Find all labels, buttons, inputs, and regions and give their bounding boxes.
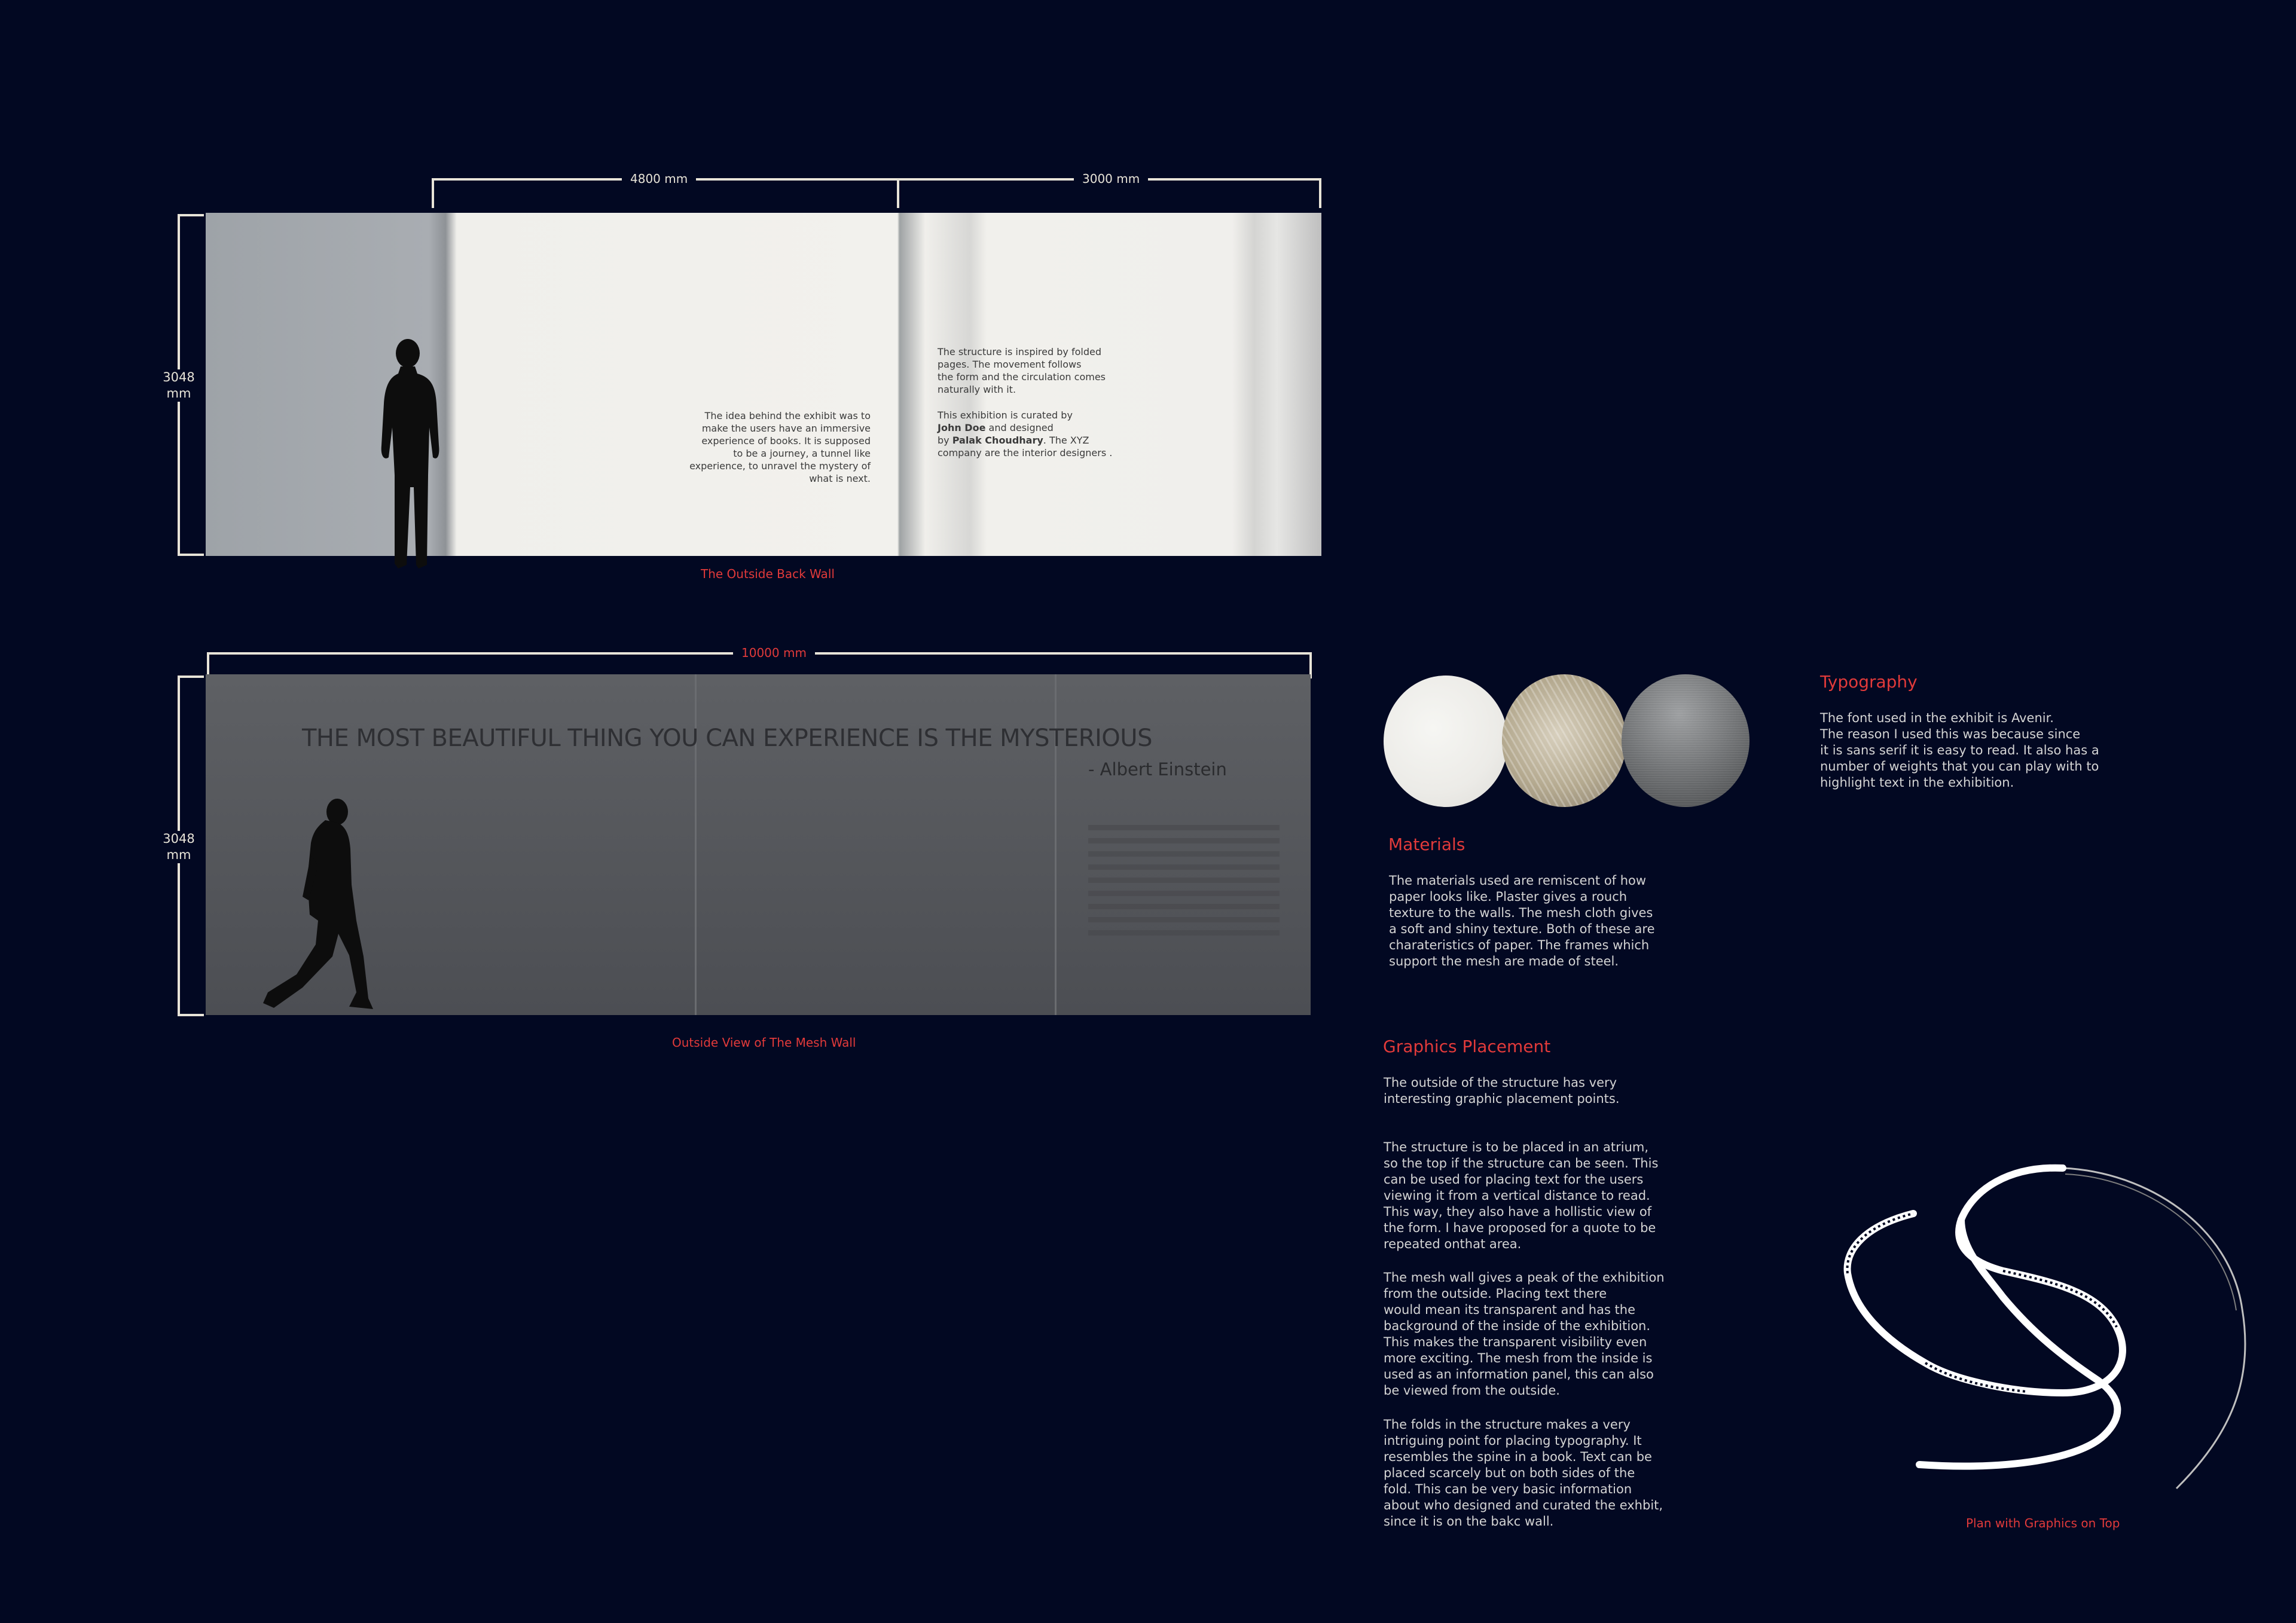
plan-folded-wall-path-lower [1919, 1219, 2117, 1466]
plan-folded-wall-path [1848, 1168, 2123, 1393]
plan-caption: Plan with Graphics on Top [1966, 1516, 2120, 1530]
graphics-intro: The outside of the structure has very interesting graphic placement points. [1384, 1075, 1620, 1106]
mesh-quote-attribution: - Albert Einstein [1088, 759, 1227, 780]
back-wall-text-right-1: The structure is inspired by folded pages. The movement follows the form and the circulation comes naturally with it. [938, 346, 1106, 395]
dim-tick [178, 214, 204, 216]
walking-person-silhouette [261, 795, 392, 1017]
materials-heading: Materials [1388, 835, 1465, 854]
plan-drawing [1812, 1154, 2260, 1494]
plan-mesh-wall-line [2063, 1168, 2245, 1488]
graphics-paragraph-1: The structure is to be placed in an atrium, so the top if the structure can be seen. This can be used for placing text for the users viewing it from a vertical distance to read. This way, they also have a hollistic view of the form. I have proposed for a quote to be repeated onthat area. [1384, 1140, 1659, 1251]
curator-name: John Doe [938, 422, 986, 433]
dim-tick [432, 178, 434, 208]
dim-label-10000: 10000 mm [733, 646, 815, 660]
dim-tick [178, 676, 204, 678]
materials-body: The materials used are remiscent of how paper looks like. Plaster gives a rouch texture to the walls. The mesh cloth gives a soft and shiny texture. Both of these are charateristics of paper. The frames which support the mesh are made of steel. [1389, 873, 1655, 968]
graphics-paragraph-3: The folds in the structure makes a very intriguing point for placing typography. It resembles the spine in a book. Text can be placed scarcely but on both sides of the fold. This can be very basic information about who designed and curated the exhbit, since it is on the bakc wall. [1384, 1417, 1663, 1529]
graphics-paragraph-2: The mesh wall gives a peak of the exhibition from the outside. Placing text there would mean its transparent and has the background of the inside of the exhibition. This makes the transparent visibility even more exciting. The mesh from the inside is used as an information panel, this can also be viewed from the outside. [1384, 1270, 1665, 1398]
dim-label-3000: 3000 mm [1074, 172, 1148, 186]
dim-label-4800: 4800 mm [622, 172, 696, 186]
typography-body: The font used in the exhibit is Avenir. The reason I used this was because since it is sans serif it is easy to read. It also has a number of weights that you can play with to highlight text in the exhibition. [1820, 711, 2099, 790]
height-label: 3048 mm [154, 831, 203, 863]
back-wall-text-left: The idea behind the exhibit was to make the users have an immersive experience of books. It is supposed to be a journey, a tunnel like experience, to unravel the mystery of what is next. [689, 410, 871, 484]
mesh-wall-caption: Outside View of The Mesh Wall [672, 1035, 856, 1050]
height-label: 3048 mm [154, 369, 203, 402]
mesh-cloth-swatch [1502, 674, 1626, 807]
plaster-swatch [1384, 676, 1508, 807]
back-wall-caption: The Outside Back Wall [701, 567, 835, 581]
graphics-heading: Graphics Placement [1383, 1037, 1551, 1056]
dim-tick [1319, 178, 1321, 208]
mesh-quote: THE MOST BEAUTIFUL THING YOU CAN EXPERIENCE IS THE MYSTERIOUS [302, 725, 1152, 752]
dim-tick [178, 1014, 204, 1016]
steel-swatch [1622, 674, 1750, 807]
dim-tick [897, 178, 899, 208]
standing-person-silhouette [371, 338, 442, 571]
designer-name: Palak Choudhary [952, 435, 1043, 446]
mesh-ghost-text-block [1088, 825, 1280, 939]
dim-tick [178, 554, 204, 556]
back-wall-text-right-2: This exhibition is curated by John Doe and designed by Palak Choudhary. The XYZ company are the interior designers . [938, 409, 1113, 459]
typography-heading: Typography [1820, 672, 1918, 692]
